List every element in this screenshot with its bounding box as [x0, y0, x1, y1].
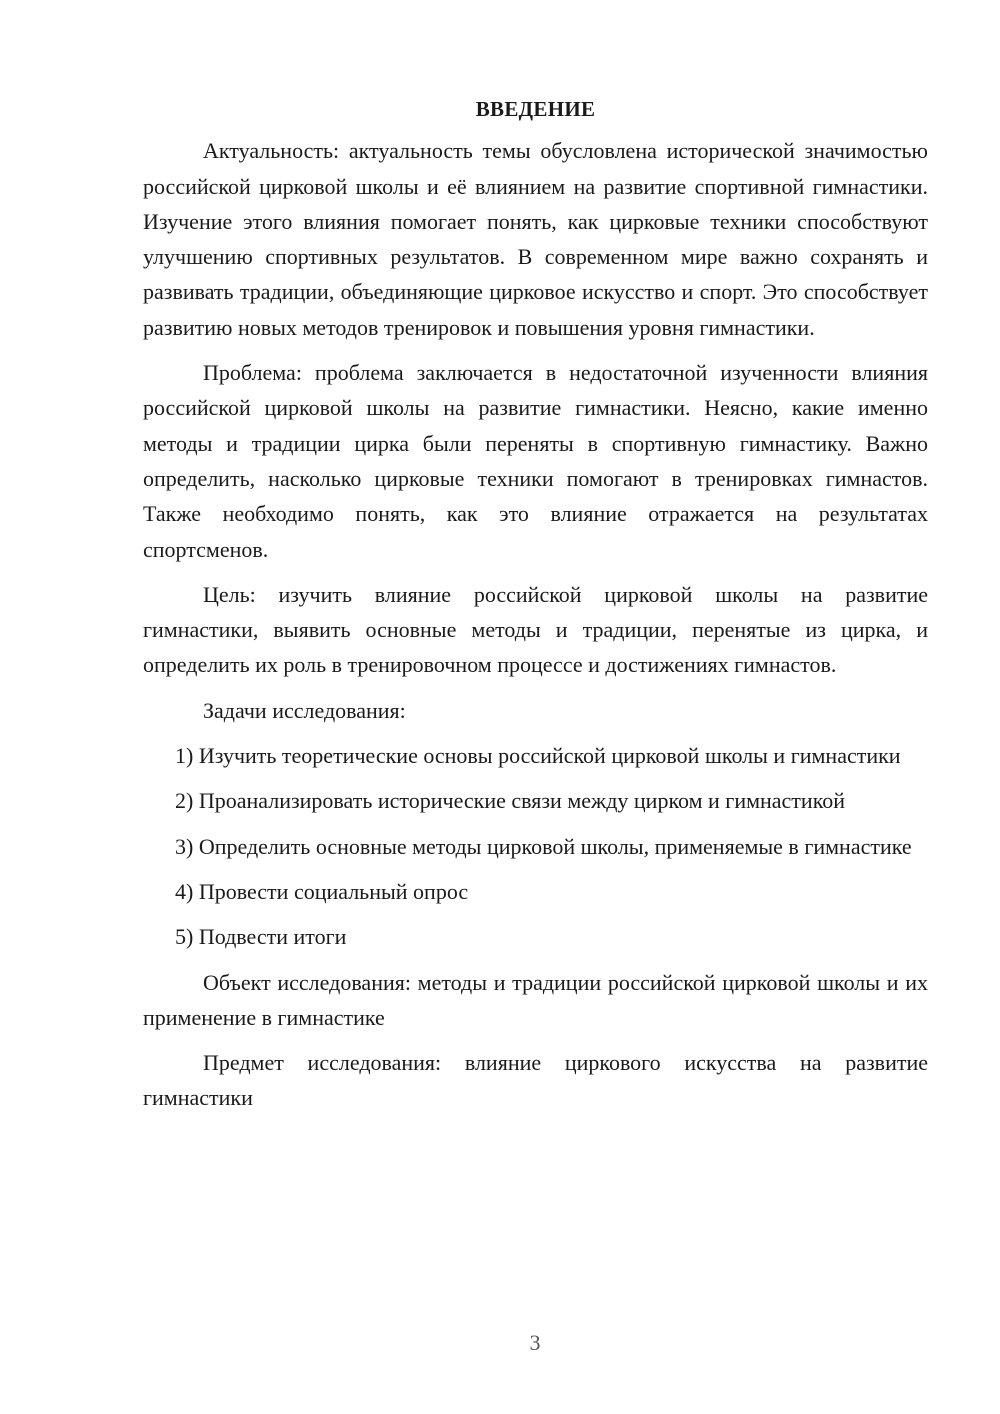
- problem-paragraph: Проблема: проблема заключается в недостаточной изученности влияния российской цирковой школы на развитие гимнастики. Неясно, какие именно методы и традиции цирка были переняты в спортивную гимнастику. Важно определить, насколько цирковые техники помогают в тренировках гимнастов. Также необходимо понять, как это влияние отражается на результатах спортсменов.: [143, 360, 928, 562]
- task-item: 5) Подвести итоги: [175, 924, 347, 950]
- goal-paragraph: Цель: изучить влияние российской цирковой школы на развитие гимнастики, выявить основные методы и традиции, перенятые из цирка, и определить их роль в тренировочном процессе и достижениях гимнастов.: [143, 581, 928, 678]
- relevance-paragraph: Актуальность: актуальность темы обусловлена исторической значимостью российской цирковой школы и её влиянием на развитие спортивной гимнастики. Изучение этого влияния помогает понять, как цирковые техники способствуют улучшению спортивных результатов. В современном мире важно сохранять и развивать традиции, объединяющие цирковое искусство и спорт. Это способствует развитию новых методов тренировок и повышения уровня гимнастики.: [143, 138, 928, 340]
- task-item: 3) Определить основные методы цирковой школы, применяемые в гимнастике: [175, 833, 912, 859]
- document-page: [143, 92, 928, 1126]
- research-subject-paragraph: Предмет исследования: влияние циркового искусства на развитие гимнастики: [143, 1050, 928, 1111]
- tasks-heading: Задачи исследования:: [203, 697, 406, 723]
- page-number: 3: [529, 1330, 541, 1355]
- page-title: ВВЕДЕНИЕ: [475, 97, 596, 121]
- task-item: 2) Проанализировать исторические связи между цирком и гимнастикой: [175, 788, 846, 814]
- research-object-paragraph: Объект исследования: методы и традиции российской цирковой школы и их применение в гимнастике: [143, 969, 928, 1030]
- task-item: 4) Провести социальный опрос: [175, 878, 469, 904]
- task-item: 1) Изучить теоретические основы российской цирковой школы и гимнастики: [175, 743, 901, 769]
